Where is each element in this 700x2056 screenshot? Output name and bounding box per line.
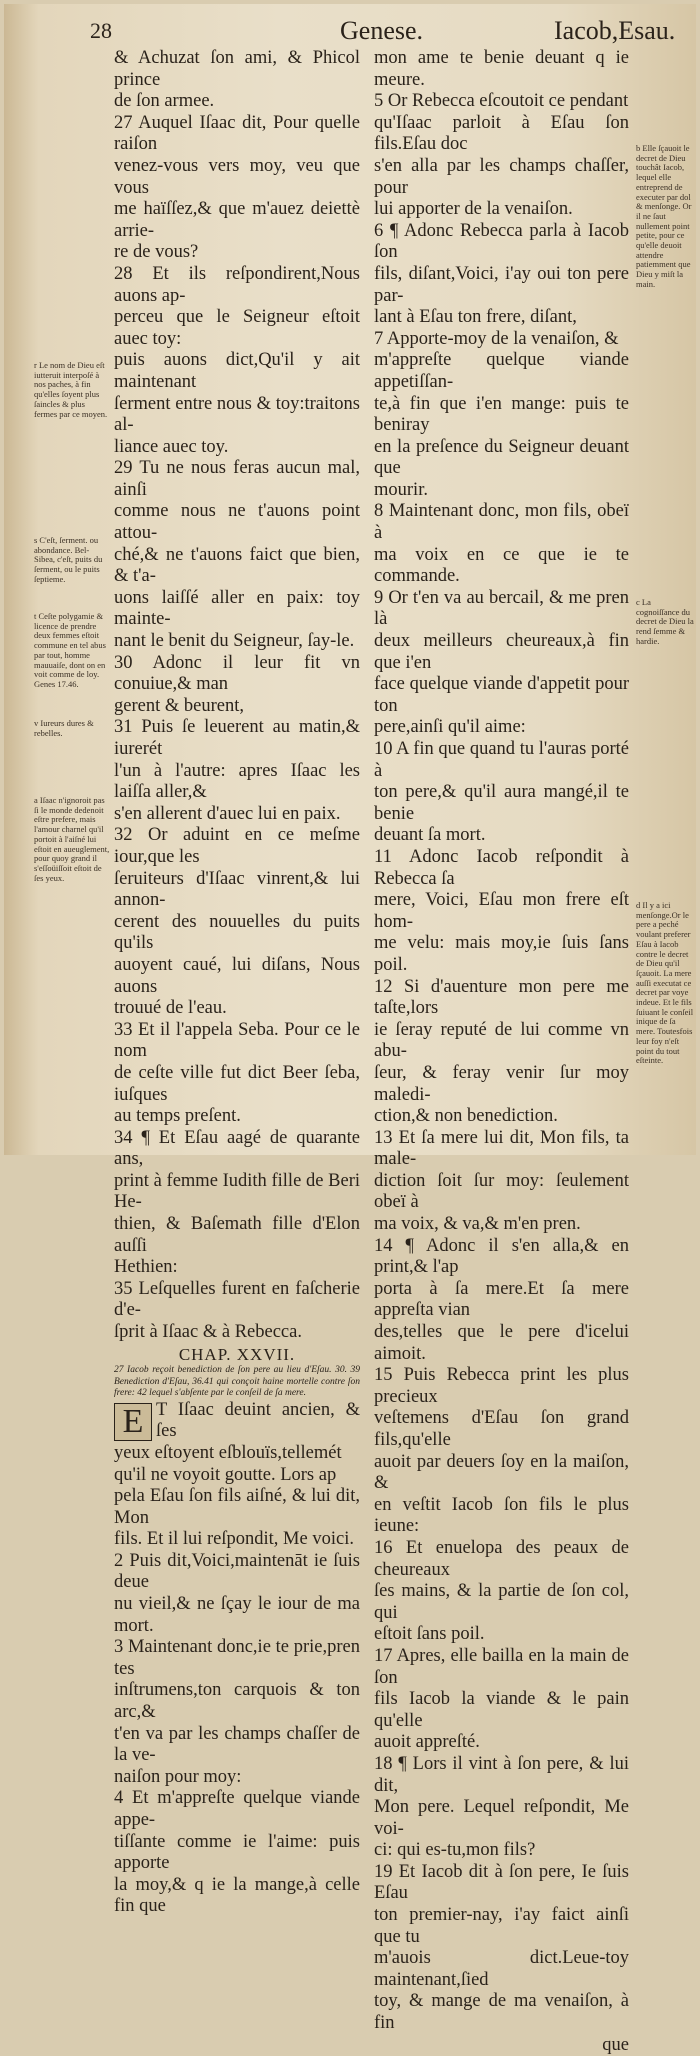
verse-16: 16 Et enuelopa des peaux de cheureaux — [374, 1537, 629, 1580]
chapter-summary: 27 Iacob reçoit benediction de ſon pere au lieu d'Eſau. 30. 39 Benediction d'Eſau, 36.41 qui conçoit haine mortelle contre ſon frere: 42 lequel s'abſente par le conſeil de ſa mere. — [114, 1365, 360, 1399]
text-line: ci: qui es-tu,mon fils? — [374, 1840, 536, 1861]
verse-15: 15 Puis Rebecca print les plus precieux — [374, 1365, 629, 1407]
text-line: print à femme Iudith fille de Beri He- — [114, 1170, 360, 1213]
text-line: ction,& non benediction. — [374, 1106, 558, 1127]
text-line: ſerment entre nous & toy:traitons al- — [114, 393, 360, 436]
text-line: puis auons dict,Qu'il y ait maintenant — [114, 350, 360, 392]
verse-27: 27 Auquel Iſaac dit, Pour quelle raiſon — [114, 112, 360, 155]
verse-2: 2 Puis dit,Voici,maintenāt ie ſuis deue — [114, 1550, 360, 1593]
verse-5: 5 Or Rebecca eſcoutoit ce pendant — [374, 91, 629, 112]
verse-33: 33 Et il l'appela Seba. Pour ce le nom — [114, 1019, 360, 1062]
text-line: t'en va par les champs chaſſer de la ve- — [114, 1723, 360, 1766]
verse-10: 10 A fin que quand tu l'auras porté à — [374, 739, 629, 781]
text-line: qu'Iſaac parloit à Eſau ſon fils.Eſau doc — [374, 112, 629, 155]
text-line: mourir. — [374, 479, 428, 500]
verse-9: 9 Or t'en va au bercail, & me pren là — [374, 587, 629, 630]
verse-31: 31 Puis ſe leuerent au matin,& iurerét — [114, 717, 360, 759]
text-line: ſprit à Iſaac & à Rebecca. — [114, 1322, 302, 1343]
text-line: ſeur, & feray venir ſur moy maledi- — [374, 1062, 629, 1105]
text-line: diction ſoit ſur moy: ſeulement obeï à — [374, 1170, 629, 1213]
verse-34: 34 ¶ Et Eſau aagé de quarante ans, — [114, 1127, 360, 1170]
verse-30: 30 Adonc il leur fit vn conuiue,& man — [114, 652, 360, 695]
verse-17: 17 Apres, elle bailla en la main de ſon — [374, 1645, 629, 1688]
text-line: inſtrumens,ton carquois & ton arc,& — [114, 1680, 360, 1723]
text-line: la moy,& q ie la mange,à celle fin que — [114, 1874, 360, 1917]
text-line: ma voix en ce que ie te commande. — [374, 544, 629, 587]
text-line: de ſon armee. — [114, 91, 215, 112]
verse-3: 3 Maintenant donc,ie te prie,pren tes — [114, 1637, 360, 1679]
text-line: mon ame te benie deuant q ie meure. — [374, 48, 629, 90]
text-line: auoit appreſté. — [374, 1732, 480, 1753]
text-line: trouué de l'eau. — [114, 998, 227, 1019]
text-line: face quelque viande d'appetit pour ton — [374, 674, 629, 716]
text-line: veſtemens d'Eſau ſon grand fils,qu'elle — [374, 1408, 629, 1450]
text-line: me haïſſez,& que m'auez deiettè arrie- — [114, 199, 360, 241]
text-line: au temps preſent. — [114, 1106, 241, 1127]
margin-note-a: a Iſaac n'ignoroit pas ſi le monde dedenoit eſtre prefere, mais l'amour charnel qu'il portoit à l'aiſné lui eſtoit en aueuglement, pour quoy grand il s'eſſoüiſſoit eſtoit de ſes yeux. — [34, 795, 110, 883]
text-line: & Achuzat ſon ami, & Phicol prince — [114, 48, 360, 90]
text-line: des,telles que le pere d'icelui aimoit. — [374, 1322, 629, 1364]
text-line: tiſſante comme ie l'aime: puis apporte — [114, 1831, 360, 1874]
text-line: ma voix, & va,& m'en pren. — [374, 1214, 581, 1235]
margin-note-s: s C'eſt, ſerment. ou abondance. Bel-Sibea, c'eſt, puits du ſerment, ou le puits ſeptieme. — [34, 535, 103, 584]
text-line: comme nous ne t'auons point attou- — [114, 501, 360, 544]
text-line: deuant ſa mort. — [374, 825, 486, 846]
drop-cap-initial: E — [114, 1403, 152, 1441]
text-line: ſeruiteurs d'Iſaac vinrent,& lui annon- — [114, 868, 360, 911]
text-line: Mon pere. Lequel reſpondit, Me voi- — [374, 1797, 629, 1839]
text-line: m'appreſte quelque viande appetiſſan- — [374, 350, 629, 392]
margin-note-d: d Il y a ici menſonge.Or le pere a peché voulant preferer Eſau à Iacob contre le decret de Dieu qu'il ſçauoit. La mere auſſi executat ce decret par voye indeue. Et le fils ſuiuant le conſeil inique de ſa mere. Toutesfois leur foy n'eſt point du tout eſteinte. — [636, 900, 694, 1066]
margin-note-v: v Iureurs dures & rebelles. — [34, 718, 94, 738]
text-line: liance auec toy. — [114, 436, 229, 457]
text-line: gerent & beurent, — [114, 695, 244, 716]
verse-11: 11 Adonc Iacob reſpondit à Rebecca ſa — [374, 846, 629, 889]
text-line: pela Eſau ſon fils aiſné, & lui dit, Mon — [114, 1486, 360, 1528]
text-line: deux meilleurs cheureaux,à fin que i'en — [374, 631, 629, 673]
text-line: porta à ſa mere.Et ſa mere appreſta vian — [374, 1278, 629, 1321]
verse-4: 4 Et m'appreſte quelque viande appe- — [114, 1788, 360, 1830]
text-line: Hethien: — [114, 1257, 178, 1278]
text-line: naiſon pour moy: — [114, 1766, 242, 1787]
text-line: mere, Voici, Eſau mon frere eſt hom- — [374, 890, 629, 932]
text-line: ton pere,& qu'il aura mangé,il te benie — [374, 782, 629, 824]
text-line: qu'il ne voyoit goutte. Lors ap — [114, 1464, 337, 1485]
right-text-column — [374, 48, 629, 2056]
text-line: m'auois dict.Leue-toy maintenant,ſied — [374, 1948, 629, 1990]
chapter-heading: CHAP. XXVII. — [178, 1344, 296, 1364]
text-line: pere,ainſi qu'il aime: — [374, 717, 526, 738]
text-line: ie ſeray reputé de lui comme vn abu- — [374, 1019, 629, 1062]
verse-14: 14 ¶ Adonc il s'en alla,& en print,& l'ap — [374, 1235, 629, 1278]
text-line: fils. Et il lui reſpondit, Me voici. — [114, 1529, 354, 1550]
verse-12: 12 Si d'auenture mon pere me taſte,lors — [374, 976, 629, 1019]
text-line: l'un à l'autre: apres Iſaac les laiſſa aller,& — [114, 760, 360, 803]
running-title-left: Genese. — [340, 16, 424, 45]
text-line: toy, & mange de ma venaiſon, à fin — [374, 1991, 629, 2034]
text-line: en la preſence du Seigneur deuant que — [374, 436, 629, 479]
verse-29: 29 Tu ne nous feras aucun mal, ainſi — [114, 458, 360, 500]
text-line: yeux eſtoyent eſblouïs,tellemét — [114, 1442, 342, 1463]
verse-13: 13 Et ſa mere lui dit, Mon fils, ta male- — [374, 1127, 629, 1170]
text-line: eſtoit ſans poil. — [374, 1624, 485, 1645]
text-line: lant à Eſau ton frere, diſant, — [374, 307, 577, 328]
text-line: te,à fin que i'en mange: puis te beniray — [374, 393, 629, 436]
text-line: T Iſaac deuint ancien, & ſes — [156, 1399, 360, 1442]
text-line: ſes mains, & la partie de ſon col, qui — [374, 1581, 629, 1623]
text-line: fils, diſant,Voici, i'ay oui ton pere par- — [374, 263, 629, 306]
verse-19: 19 Et Iacob dit à ſon pere, Ie ſuis Eſau — [374, 1861, 629, 1904]
text-line: ché,& ne t'auons faict que bien, & t'a- — [114, 544, 360, 587]
text-line: cerent des nouuelles du puits qu'ils — [114, 911, 360, 954]
verse-28: 28 Et ils reſpondirent,Nous auons ap- — [114, 263, 360, 306]
text-line: nu vieil,& ne ſçay le iour de ma mort. — [114, 1594, 360, 1636]
verse-35: 35 Leſquelles furent en faſcherie d'e- — [114, 1278, 360, 1321]
text-line: venez-vous vers moy, veu que vous — [114, 155, 360, 198]
text-line: thien, & Baſemath fille d'Elon auſſi — [114, 1214, 360, 1256]
text-line: nant le benit du Seigneur, ſay-le. — [114, 631, 355, 652]
verse-8: 8 Maintenant donc, mon fils, obeï à — [374, 501, 629, 544]
left-text-column — [114, 48, 360, 1918]
text-line: auoyent caué, lui diſans, Nous auons — [114, 954, 360, 997]
verse-32: 32 Or aduint en ce meſme iour,que les — [114, 825, 360, 867]
page-number: 28 — [90, 18, 112, 43]
catchword: que — [602, 2034, 629, 2055]
text-line: fils Iacob la viande & le pain qu'elle — [374, 1689, 629, 1731]
verse-6: 6 ¶ Adonc Rebecca parla à Iacob ſon — [374, 220, 629, 263]
text-line: en veſtit Iacob ſon fils le plus ieune: — [374, 1494, 629, 1537]
margin-note-c: c La cognoiſſance du decret de Dieu la rend ſemme & hardie. — [636, 597, 694, 646]
text-line: uons laiſſé aller en paix: toy mainte- — [114, 587, 360, 630]
text-line: lui apporter de la venaiſon. — [374, 199, 573, 220]
text-line: re de vous? — [114, 242, 199, 263]
running-title-right: Iacob,Esau. — [554, 16, 676, 45]
text-line: ton premier-nay, i'ay faict ainſi que tu — [374, 1905, 629, 1947]
book-page — [4, 4, 696, 2055]
margin-note-t: t Ceſte polygamie & licence de prendre deux femmes eſtoit commune en tel abus par tout, homme mauuaiſe, dont on en voit comme de loy. Genes 17.46. — [34, 611, 106, 689]
verse-18: 18 ¶ Lors il vint à ſon pere, & lui dit, — [374, 1753, 629, 1796]
text-line: de ceſte ville fut dict Beer ſeba, iuſques — [114, 1062, 360, 1105]
margin-note-b: b Elle ſçauoit le decret de Dieu touchât Iacob, lequel elle entreprend de executer par dol & menſonge. Or il ne ſaut nullement point petite, pour ce qu'elle deuoit attendre patiemment que Dieu y miſt la main. — [636, 143, 692, 289]
margin-note-r: r Le nom de Dieu eſt iutteruit interpoſé à nos paches, à fin qu'elles ſoyent plus ſaincles & plus fermes par ce moyen. — [34, 360, 108, 419]
text-line: perceu que le Seigneur eſtoit auec toy: — [114, 307, 360, 349]
text-line: s'en allerent d'auec lui en paix. — [114, 803, 341, 824]
text-line: me velu: mais moy,ie ſuis ſans poil. — [374, 933, 629, 975]
text-line: s'en alla par les champs chaſſer, pour — [374, 155, 629, 198]
verse-7: 7 Apporte-moy de la venaiſon, & — [374, 328, 619, 349]
text-line: auoit par deuers ſoy en la maiſon, & — [374, 1451, 629, 1494]
